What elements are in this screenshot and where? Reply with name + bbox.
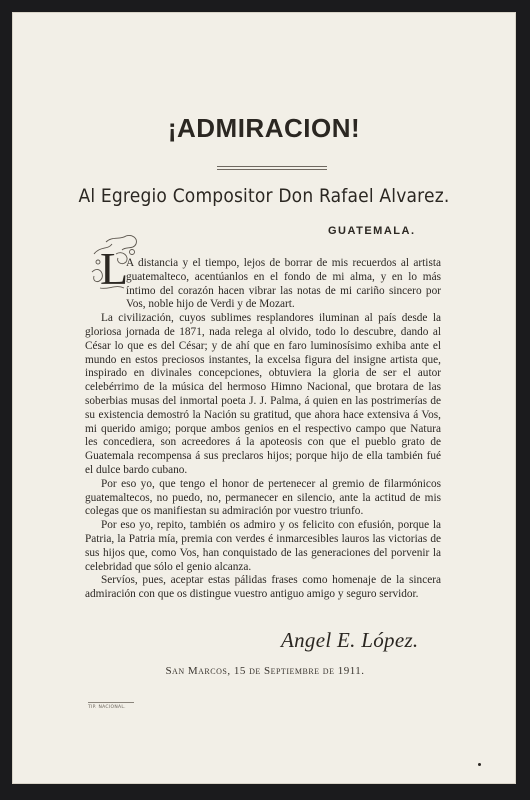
paragraph-4: Por eso yo, repito, también os admiro y os felicito con efusión, porque la Patria, la Patria mía, premia con verdes é inmarcesibles lauros las victorias de sus hijos que, como Vos, han conquistado de las generaciones del porvenir la celebridad que sólo el genio alcanza. [85,519,441,573]
dedication-heading: Al Egregio Compositor Don Rafael Alvarez. [78,185,450,207]
printer-divider [88,702,134,703]
printer-mark: TIP. NACIONAL. [88,705,126,710]
title-divider [217,166,327,167]
paragraph-5: Servíos, pues, aceptar estas pálidas frases como homenaje de la sincera admiración con que os distingue vuestro antiguo amigo y seguro servidor. [85,574,441,601]
paragraph-2: La civilización, cuyos sublimes resplandores iluminan al país desde la gloriosa jornada de 1871, nada relega al olvido, todo lo descubre, dando al César lo que es del César; y de ahí que en faro luminosísimo exhiba ante el mundo en estos preciosos instantes, la excelsa figura del insigne artista que, inspirado en divinales concepciones, obtuviera la gloria de ser el autor celebérrimo de la música del hermoso Himno Nacional, que brotara de las soberbias musas del inmortal poeta J. J. Palma, á quien en las postrimerías de su existencia demostró la Nación su gratitud, que ahora hace extensiva á Vos, mi querido amigo; porque ambos genios en el respectivo campo que Natura les concediera, son acreedores á la apoteosis con que el pueblo grato de Guatemala recompensa á sus preclaros hijos; porque hijo de ella también fué el dulce bardo cubano. [85,312,441,476]
document-title: ¡ADMIRACION! [167,113,361,143]
signature: Angel E. López. [281,628,419,652]
paragraph-3: Por eso yo, que tengo el honor de pertenecer al gremio de filarmónicos guatemaltecos, no puedo, no, permanecer en silencio, ante la actitud de mis colegas que os manifiestan su admiración por vuestro triunfo. [85,477,441,518]
paper-speck [478,763,481,766]
letter-body [85,257,441,602]
dateline: San Marcos, 15 de Septiembre de 1911. [165,665,365,677]
drop-cap-letter: L [100,243,129,292]
title-divider-second [217,169,327,170]
city-heading: GUATEMALA. [328,225,416,237]
paragraph-1: A distancia y el tiempo, lejos de borrar de mis recuerdos al artista guatemalteco, acentúanlos en el fondo de mi alma, y en lo más íntimo del corazón hacen vibrar las notas de mi cariño sincero por Vos, noble hijo de Verdi y de Mozart. [126,257,441,311]
